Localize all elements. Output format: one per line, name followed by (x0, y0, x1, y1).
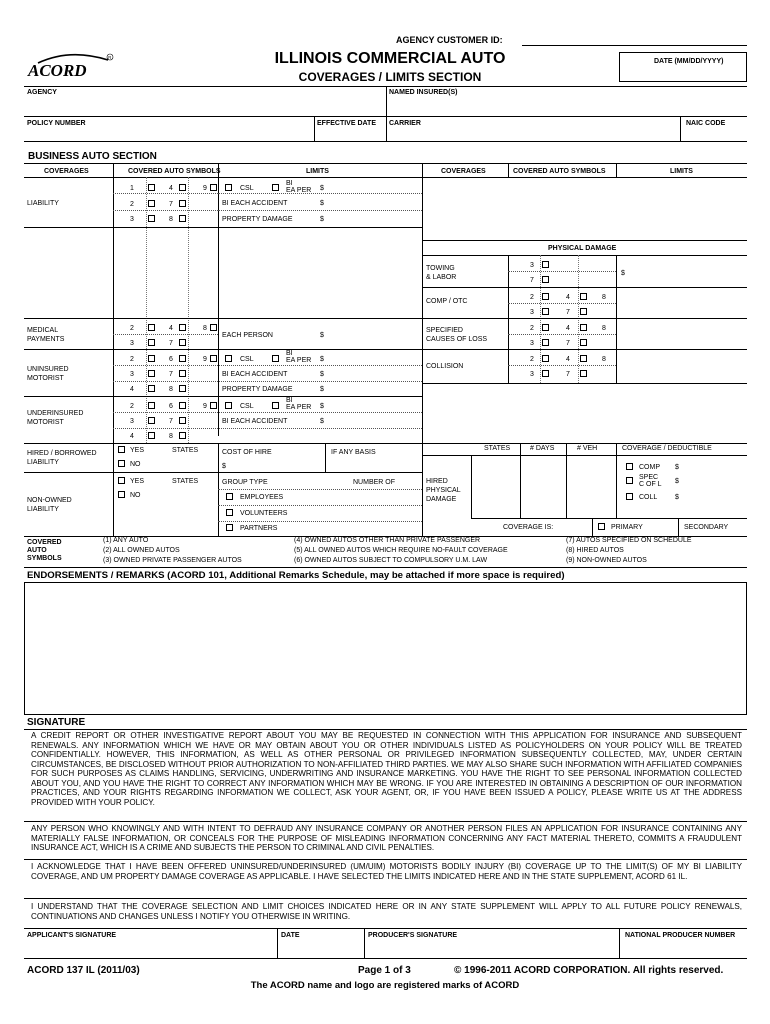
liab-csl-label: CSL (240, 185, 254, 192)
liab-sym-8: 8 (169, 216, 173, 223)
primary-label: PRIMARY (611, 524, 643, 531)
named-insured-label: NAMED INSURED(S) (389, 89, 458, 96)
copyright: © 1996-2011 ACORD CORPORATION. All rights reserved. (454, 965, 724, 976)
secondary-label: SECONDARY (684, 524, 729, 531)
agency-customer-id-label: AGENCY CUSTOMER ID: (396, 35, 503, 45)
hired-yes-label: YES (130, 447, 145, 454)
named-insured-field[interactable] (386, 86, 747, 116)
coll-sym-3: 3 (530, 371, 534, 378)
towing-sym-7: 7 (530, 277, 534, 284)
liab-sym-1-checkbox[interactable] (148, 184, 155, 191)
comp-sym-2-checkbox[interactable] (542, 293, 549, 300)
uim-sym-6: 6 (169, 403, 173, 410)
hpd-comp-checkbox[interactable] (626, 463, 633, 470)
hired-no-checkbox[interactable] (118, 460, 125, 467)
scl-sym-3: 3 (530, 340, 534, 347)
svg-text:ACORD: ACORD (28, 61, 87, 80)
fraud-warning: ANY PERSON WHO KNOWINGLY AND WITH INTENT TO DEFRAUD ANY INSURANCE COMPANY OR ANOTHER PERSON FILES AN APPLICATION FOR INSURANCE CONTAINING ANY MATERIALLY FALSE INFORMATION, OR CONCEALS FOR THE PURPOSE OF MISLEADING INFORMATION CONCERNING ANY FACT MATERIAL THERETO, COMMITS A FRAUDULENT INSURANCE ACT, WHICH IS A CRIME AND SUBJECTS THE PERSON TO CRIMINAL AND CIVIL PENALTIES. (31, 824, 742, 852)
symbol-8: (8) HIRED AUTOS (566, 547, 624, 554)
med-sym-7: 7 (169, 340, 173, 347)
towing-sym-3: 3 (530, 262, 534, 269)
liab-sym-7-checkbox[interactable] (179, 200, 186, 207)
liab-sym-2: 2 (130, 201, 134, 208)
hpd-coll-checkbox[interactable] (626, 493, 633, 500)
liab-sym-4-checkbox[interactable] (179, 184, 186, 191)
towing-sym-7-checkbox[interactable] (542, 276, 549, 283)
liab-sym-9: 9 (203, 185, 207, 192)
liab-sym-3: 3 (130, 216, 134, 223)
hpd-comp-label: COMP (639, 464, 660, 471)
um-bi-ea-per-checkbox[interactable] (272, 355, 279, 362)
uim-csl-label: CSL (240, 403, 254, 410)
um-bi-each-accident-label: BI EACH ACCIDENT (222, 371, 288, 378)
non-owned-no-label: NO (130, 492, 141, 499)
scl-sym-4: 4 (566, 325, 570, 332)
hpd-states-label: STATES (484, 445, 511, 452)
comp-sym-3-checkbox[interactable] (542, 308, 549, 315)
employees-label: EMPLOYEES (240, 494, 284, 501)
uim-sym-4-checkbox[interactable] (148, 432, 155, 439)
remarks-textarea[interactable] (24, 582, 747, 715)
producer-signature-field[interactable] (364, 928, 619, 958)
svg-text:R: R (108, 54, 112, 60)
volunteers-checkbox[interactable] (226, 509, 233, 516)
med-each-person-label: EACH PERSON (222, 332, 273, 339)
symbol-5: (5) ALL OWNED AUTOS WHICH REQUIRE NO-FAULT COVERAGE (294, 547, 508, 554)
producer-signature-label: PRODUCER'S SIGNATURE (368, 932, 458, 939)
uim-bi-ea-per-checkbox[interactable] (272, 402, 279, 409)
med-sym-2-checkbox[interactable] (148, 324, 155, 331)
uim-sym-8-checkbox[interactable] (179, 432, 186, 439)
med-sym-4: 4 (169, 325, 173, 332)
hired-states-label: STATES (172, 447, 199, 454)
hpd-coll-label: COLL (639, 494, 658, 501)
coll-sym-7: 7 (566, 371, 570, 378)
signature-date-label: DATE (281, 932, 300, 939)
cost-of-hire-label: COST OF HIRE (222, 449, 272, 456)
uninsured-motorist-label: MOTORIST (27, 375, 64, 382)
med-sym-8-checkbox[interactable] (210, 324, 217, 331)
comp-sym-3: 3 (530, 309, 534, 316)
hpd-comp-dollar: $ (675, 464, 679, 471)
agency-label: AGENCY (27, 89, 57, 96)
uim-sym-6-checkbox[interactable] (179, 402, 186, 409)
hpd-days-label: # DAYS (530, 445, 555, 452)
uim-sym-7-checkbox[interactable] (179, 417, 186, 424)
group-type-label: GROUP TYPE (222, 479, 268, 486)
liab-csl-checkbox[interactable] (225, 184, 232, 191)
towing-labor-label: & LABOR (426, 274, 457, 281)
um-uim-acknowledgement: I ACKNOWLEDGE THAT I HAVE BEEN OFFERED UNINSURED/UNDERINSURED (UM/UIM) MOTORISTS BODILY INJURY (BI) COVERAGE UP TO THE LIMIT(S) OF MY BI LIABILITY COVERAGE, AND UM PROPERTY DAMAGE COVERAGE AS APPLICABLE. I HAVE SELECTED THE LIMITS INDICATED HERE AND IN THE STATE SUPPLEMENT, ACORD 61 IL. (31, 862, 742, 881)
med-sym-8: 8 (203, 325, 207, 332)
scl-sym-7: 7 (566, 340, 570, 347)
uim-sym-4: 4 (130, 433, 134, 440)
hired-borrowed-liability-label: LIABILITY (27, 459, 59, 466)
um-sym-3: 3 (130, 371, 134, 378)
policy-number-label: POLICY NUMBER (27, 120, 86, 127)
non-owned-yes-checkbox[interactable] (118, 477, 125, 484)
liab-sym-1: 1 (130, 185, 134, 192)
coll-sym-2: 2 (530, 356, 534, 363)
um-sym-2-checkbox[interactable] (148, 355, 155, 362)
hpd-spec-label: SPEC (639, 474, 659, 481)
partners-checkbox[interactable] (226, 524, 233, 531)
uim-sym-9-checkbox[interactable] (210, 402, 217, 409)
scl-sym-4-checkbox[interactable] (580, 324, 587, 331)
comp-sym-8: 8 (602, 294, 606, 301)
um-sym-7-checkbox[interactable] (179, 370, 186, 377)
medical-label: MEDICAL (27, 327, 59, 334)
liab-sym-9-checkbox[interactable] (210, 184, 217, 191)
applicant-signature-field[interactable] (24, 928, 277, 958)
col-symbols-left: COVERED AUTO SYMBOLS (128, 168, 221, 175)
symbol-9: (9) NON-OWNED AUTOS (566, 557, 647, 564)
cost-of-hire-dollar: $ (222, 463, 226, 470)
page-number: Page 1 of 3 (358, 965, 411, 976)
hpd-veh-label: # VEH (577, 445, 598, 452)
specified-label: SPECIFIED (426, 327, 463, 334)
med-sym-7-checkbox[interactable] (179, 339, 186, 346)
non-owned-states-label: STATES (172, 478, 199, 485)
um-bi-dollar: $ (320, 371, 324, 378)
non-owned-no-checkbox[interactable] (118, 491, 125, 498)
um-sym-6: 6 (169, 356, 173, 363)
liab-bi-ea-per-checkbox[interactable] (272, 184, 279, 191)
scl-sym-8: 8 (602, 325, 606, 332)
um-ea-per-label: EA PER (286, 357, 312, 364)
acord-logo-graphic (24, 50, 116, 82)
form-subtitle: COVERAGES / LIMITS SECTION (298, 70, 482, 84)
towing-label: TOWING (426, 265, 455, 272)
employees-checkbox[interactable] (226, 493, 233, 500)
underinsured-label: UNDERINSURED (27, 410, 84, 417)
non-owned-liability-label: LIABILITY (27, 506, 59, 513)
partners-label: PARTNERS (240, 525, 278, 532)
causes-of-loss-label: CAUSES OF LOSS (426, 336, 488, 343)
um-sym-8-checkbox[interactable] (179, 385, 186, 392)
um-sym-2: 2 (130, 356, 134, 363)
um-bi-label: BI (286, 350, 293, 357)
med-sym-2: 2 (130, 325, 134, 332)
hpd-hired-label: HIRED (426, 478, 448, 485)
primary-checkbox[interactable] (598, 523, 605, 530)
uim-sym-8: 8 (169, 433, 173, 440)
credit-report-notice: A CREDIT REPORT OR OTHER INVESTIGATIVE REPORT ABOUT YOU MAY BE REQUESTED IN CONNECTION WITH THIS APPLICATION FOR INSURANCE AND SUBSEQUENT RENEWALS. ANY INFORMATION WHICH WE HAVE OR MAY OBTAIN ABOUT YOU OR OTHER INDIVIDUALS LISTED AS POLICYHOLDERS ON YOUR POLICY WILL BE TREATED CONFIDENTIALLY. HOWEVER, THIS INFORMATION, AS WELL AS OTHER PERSONAL OR PRIVILEGED INFORMATION SUBSEQUENTLY COLLECTED, MAY, UNDER CERTAIN CIRCUMSTANCES, BE DISCLOSED WITHOUT PRIOR AUTHORIZATION TO NON-AFFILIATED THIRD PARTIES. WE MAY ALSO SHARE SUCH INFORMATION WITH AFFILIATED COMPANIES FOR SUCH PURPOSES AS CLAIMS HANDLING, SERVICING, UNDERWRITING AND INSURANCE MARKETING. YOU HAVE THE RIGHT TO SEE PERSONAL INFORMATION COLLECTED ABOUT YOU, AND YOU HAVE THE RIGHT TO CORRECT ANY INFORMATION WHICH MAY BE WRONG. IF YOU ARE INTERESTED IN OBTAINING A DESCRIPTION OF OUR INFORMATION PRACTICES, AND YOUR RIGHTS REGARDING INFORMATION WE COLLECT, ASK YOUR AGENT, OR, IF YOU HAVE BEEN ISSUED A POLICY, PLEASE WRITE US AT THE ADDRESS PROVIDED WITH YOUR POLICY. (31, 731, 742, 807)
signature-date-field[interactable] (277, 928, 364, 958)
trademark-notice: The ACORD name and logo are registered marks of ACORD (250, 980, 520, 991)
hpd-damage-label: DAMAGE (426, 496, 457, 503)
symbol-1: (1) ANY AUTO (103, 537, 149, 544)
uim-sym-7: 7 (169, 418, 173, 425)
volunteers-label: VOLUNTEERS (240, 510, 288, 517)
acord-logo (24, 50, 116, 82)
carrier-label: CARRIER (389, 120, 421, 127)
form-title: ILLINOIS COMMERCIAL AUTO (274, 50, 506, 67)
comp-sym-7: 7 (566, 309, 570, 316)
coll-sym-4: 4 (566, 356, 570, 363)
liab-sym-2-checkbox[interactable] (148, 200, 155, 207)
liab-csl-dollar: $ (320, 185, 324, 192)
number-of-label: NUMBER OF (353, 479, 395, 486)
um-pd-label: PROPERTY DAMAGE (222, 386, 293, 393)
uim-csl-checkbox[interactable] (225, 402, 232, 409)
coll-sym-7-checkbox[interactable] (580, 370, 587, 377)
uim-csl-dollar: $ (320, 403, 324, 410)
symbol-3: (3) OWNED PRIVATE PASSENGER AUTOS (103, 557, 242, 564)
scl-sym-2: 2 (530, 325, 534, 332)
liab-pd-label: PROPERTY DAMAGE (222, 216, 293, 223)
med-dollar: $ (320, 332, 324, 339)
business-auto-section-title: BUSINESS AUTO SECTION (28, 151, 157, 162)
liab-pd-dollar: $ (320, 216, 324, 223)
agency-field[interactable] (24, 86, 386, 116)
liab-bi-dollar: $ (320, 200, 324, 207)
hpd-cofl-label: C OF L (639, 481, 662, 488)
coverage-selection-notice: I UNDERSTAND THAT THE COVERAGE SELECTION AND LIMIT CHOICES INDICATED HERE OR IN ANY STATE SUPPLEMENT WILL APPLY TO ALL FUTURE POLICY RENEWALS, CONTINUATIONS AND CHANGES UNLESS I NOTIFY YOU OTHERWISE IN WRITING. (31, 902, 742, 921)
applicant-signature-label: APPLICANT'S SIGNATURE (27, 932, 117, 939)
symbol-4: (4) OWNED AUTOS OTHER THAN PRIVATE PASSENGER (294, 537, 481, 544)
date-box[interactable] (619, 52, 747, 82)
uim-ea-per-label: EA PER (286, 404, 312, 411)
policy-number-field[interactable] (24, 116, 314, 142)
date-label: DATE (MM/DD/YYYY) (654, 58, 724, 65)
if-any-basis-label: IF ANY BASIS (331, 449, 376, 456)
symbol-7: (7) AUTOS SPECIFIED ON SCHEDULE (566, 537, 692, 544)
signature-title: SIGNATURE (27, 717, 86, 728)
non-owned-label: NON-OWNED (27, 497, 72, 504)
hired-no-label: NO (130, 461, 141, 468)
hired-borrowed-label: HIRED / BORROWED (27, 450, 97, 457)
hpd-coverage-deductible-label: COVERAGE / DEDUCTIBLE (622, 445, 712, 452)
comp-otc-label: COMP / OTC (426, 298, 468, 305)
hpd-spec-checkbox[interactable] (626, 477, 633, 484)
col-coverages-left: COVERAGES (44, 168, 89, 175)
liab-bi-each-accident-label: BI EACH ACCIDENT (222, 200, 288, 207)
uim-sym-3-checkbox[interactable] (148, 417, 155, 424)
symbol-6: (6) OWNED AUTOS SUBJECT TO COMPULSORY U.M. LAW (294, 557, 488, 564)
collision-label: COLLISION (426, 363, 464, 370)
symbols-label-covered: COVERED (27, 539, 62, 546)
coll-sym-2-checkbox[interactable] (542, 355, 549, 362)
uim-sym-2: 2 (130, 403, 134, 410)
um-pd-dollar: $ (320, 386, 324, 393)
um-csl-label: CSL (240, 356, 254, 363)
comp-sym-2: 2 (530, 294, 534, 301)
uim-bi-each-accident-label: BI EACH ACCIDENT (222, 418, 288, 425)
scl-sym-7-checkbox[interactable] (580, 339, 587, 346)
symbols-label-symbols: SYMBOLS (27, 555, 62, 562)
non-owned-yes-label: YES (130, 478, 145, 485)
scl-sym-2-checkbox[interactable] (542, 324, 549, 331)
um-sym-6-checkbox[interactable] (179, 355, 186, 362)
hpd-physical-label: PHYSICAL (426, 487, 461, 494)
national-producer-number-field[interactable] (619, 928, 747, 958)
underinsured-motorist-label: MOTORIST (27, 419, 64, 426)
national-producer-number-label: NATIONAL PRODUCER NUMBER (625, 932, 736, 939)
comp-sym-4: 4 (566, 294, 570, 301)
um-csl-checkbox[interactable] (225, 355, 232, 362)
col-limits-right: LIMITS (670, 168, 693, 175)
uim-sym-9: 9 (203, 403, 207, 410)
scl-sym-3-checkbox[interactable] (542, 339, 549, 346)
coverage-is-label: COVERAGE IS: (503, 524, 554, 531)
naic-code-label: NAIC CODE (686, 120, 726, 127)
liab-sym-8-checkbox[interactable] (179, 215, 186, 222)
towing-dollar: $ (621, 270, 625, 277)
um-sym-4: 4 (130, 386, 134, 393)
liab-ea-per-label: EA PER (286, 187, 312, 194)
um-sym-8: 8 (169, 386, 173, 393)
payments-label: PAYMENTS (27, 336, 65, 343)
physical-damage-header: PHYSICAL DAMAGE (548, 245, 617, 252)
hired-yes-checkbox[interactable] (118, 446, 125, 453)
um-sym-3-checkbox[interactable] (148, 370, 155, 377)
um-csl-dollar: $ (320, 356, 324, 363)
endorsements-title: ENDORSEMENTS / REMARKS (ACORD 101, Additional Remarks Schedule, may be attached if more space is required) (27, 570, 565, 581)
med-sym-4-checkbox[interactable] (179, 324, 186, 331)
coll-sym-3-checkbox[interactable] (542, 370, 549, 377)
um-sym-4-checkbox[interactable] (148, 385, 155, 392)
effective-date-label: EFFECTIVE DATE (317, 120, 376, 127)
um-sym-7: 7 (169, 371, 173, 378)
um-sym-9-checkbox[interactable] (210, 355, 217, 362)
towing-sym-3-checkbox[interactable] (542, 261, 549, 268)
hpd-coll-dollar: $ (675, 494, 679, 501)
liab-sym-7: 7 (169, 201, 173, 208)
col-coverages-right: COVERAGES (441, 168, 486, 175)
form-id: ACORD 137 IL (2011/03) (27, 965, 140, 976)
coll-sym-8: 8 (602, 356, 606, 363)
liab-sym-4: 4 (169, 185, 173, 192)
comp-sym-4-checkbox[interactable] (580, 293, 587, 300)
liab-bi-label: BI (286, 180, 293, 187)
uninsured-label: UNINSURED (27, 366, 69, 373)
um-sym-9: 9 (203, 356, 207, 363)
med-sym-3: 3 (130, 340, 134, 347)
col-limits-left: LIMITS (306, 168, 329, 175)
comp-sym-7-checkbox[interactable] (580, 308, 587, 315)
uim-bi-dollar: $ (320, 418, 324, 425)
liability-label: LIABILITY (27, 200, 59, 207)
med-sym-3-checkbox[interactable] (148, 339, 155, 346)
symbols-label-auto: AUTO (27, 547, 47, 554)
liab-sym-3-checkbox[interactable] (148, 215, 155, 222)
hpd-spec-dollar: $ (675, 478, 679, 485)
coll-sym-4-checkbox[interactable] (580, 355, 587, 362)
uim-sym-2-checkbox[interactable] (148, 402, 155, 409)
uim-sym-3: 3 (130, 418, 134, 425)
symbol-2: (2) ALL OWNED AUTOS (103, 547, 180, 554)
uim-bi-label: BI (286, 397, 293, 404)
col-symbols-right: COVERED AUTO SYMBOLS (513, 168, 606, 175)
agency-customer-id-field[interactable] (522, 35, 747, 46)
